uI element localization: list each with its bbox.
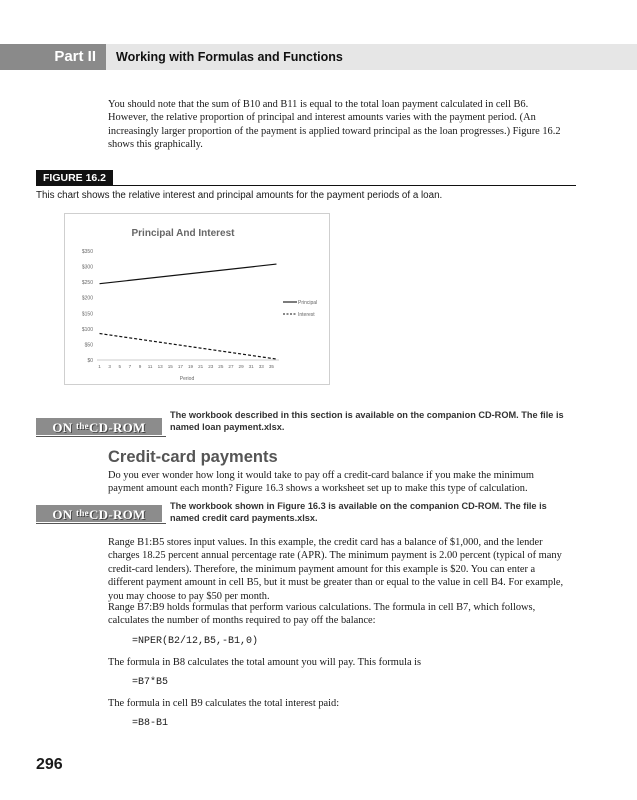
chart-title: Principal And Interest [131,228,235,239]
x-tick-label: 35 [268,364,274,369]
formula-interest: =B8-B1 [132,718,169,729]
x-tick-label: 23 [208,364,214,369]
legend-label-principal: Principal [298,300,318,306]
y-tick-label: $100 [81,326,93,333]
badge-word-cdrom: CD-ROM [88,420,146,435]
principal-interest-chart [65,214,329,384]
formula-total: =B7*B5 [132,677,169,688]
badge-word-the: the [76,508,89,518]
x-tick-label: 17 [177,364,183,369]
y-tick-label: $200 [81,295,93,302]
page-header [0,44,637,70]
page-number: 296 [36,756,63,773]
y-tick-label: $0 [87,358,93,364]
x-tick-label: 13 [157,364,163,369]
x-tick-label: 29 [238,364,244,369]
header-title: Working with Formulas and Functions [106,44,637,70]
cd-rom-badge [36,505,162,522]
x-tick-label: 11 [147,364,153,369]
legend-label-interest: Interest [298,312,315,318]
x-tick-label: 27 [228,364,234,369]
paragraph-total-interest: The formula in cell B9 calculates the total interest paid: [108,698,340,709]
x-tick-label: 1 [98,364,101,369]
part-label: Part II [0,44,106,70]
intro-paragraph: You should note that the sum of B10 and B11 is equal to the total loan payment calculated in cell B6. However, the relative proportion of principal and interest amounts varies with the payment period. (An increasingly larger proportion of the payment is applied toward principal as the loan progresses.) Figure 16.2 shows this graphically. [108,99,561,151]
x-tick-label: 25 [218,364,224,369]
badge-word-the: the [76,421,89,431]
series-line-interest [100,334,277,360]
section-heading: Credit-card payments [108,448,278,466]
series-line-principal [100,264,277,284]
y-tick-label: $350 [81,249,93,255]
x-tick-label: 31 [248,364,254,369]
x-tick-label: 15 [167,364,173,369]
paragraph-credit-intro: Do you ever wonder how long it would take to pay off a credit-card balance if you make the minimum payment amount each month? Figure 16.3 shows a worksheet set up to make this type of calculation. [108,470,534,495]
figure-label: FIGURE 16.2 [36,170,113,186]
cd-rom-rule [36,436,166,437]
cd-rom-note-1: The workbook described in this section is available on the companion CD-ROM. The file is named loan payment.xlsx. [170,410,564,432]
badge-word-on: ON [52,420,73,435]
x-axis-label: Period [179,376,195,382]
x-tick-label: 21 [198,364,204,369]
figure-rule [36,185,576,186]
badge-word-cdrom: CD-ROM [88,507,146,522]
cd-rom-note-2: The workbook shown in Figure 16.3 is available on the companion CD-ROM. The file is named credit card payments.xlsx. [170,501,547,523]
figure-caption: This chart shows the relative interest and principal amounts for the payment periods of a loan. [36,190,443,201]
formula-nper: =NPER(B2/12,B5,-B1,0) [132,636,259,647]
cd-rom-badge [36,418,162,435]
chart-frame [64,213,330,385]
x-tick-label: 19 [187,364,194,369]
x-tick-label: 33 [258,364,264,369]
x-tick-label: 3 [108,364,111,369]
paragraph-formulas: Range B7:B9 holds formulas that perform various calculations. The formula in cell B7, which follows, calculates the number of months required to pay off the balance: [108,602,536,627]
y-tick-label: $150 [81,311,93,318]
y-tick-label: $50 [84,342,93,349]
x-tick-label: 5 [118,364,122,369]
paragraph-input-values: Range B1:B5 stores input values. In this example, the credit card has a balance of $1,000, and the lender charges 18.25 percent annual percentage rate (APR). The minimum payment is 2.00 percent (typical of many credit-card lenders). Therefore, the minimum payment amount for this example is $20. You can enter a different payment amount in cell B5, but it must be greater than or equal to the value in cell B4. For example, you may choose to pay $50 per month. [108,537,564,602]
badge-word-on: ON [52,507,73,522]
paragraph-total-amount: The formula in B8 calculates the total amount you will pay. This formula is [108,657,422,668]
cd-rom-rule [36,523,166,524]
x-tick-label: 7 [128,364,132,369]
x-tick-label: 9 [138,364,142,369]
y-tick-label: $300 [81,264,93,271]
y-tick-label: $250 [81,280,93,287]
